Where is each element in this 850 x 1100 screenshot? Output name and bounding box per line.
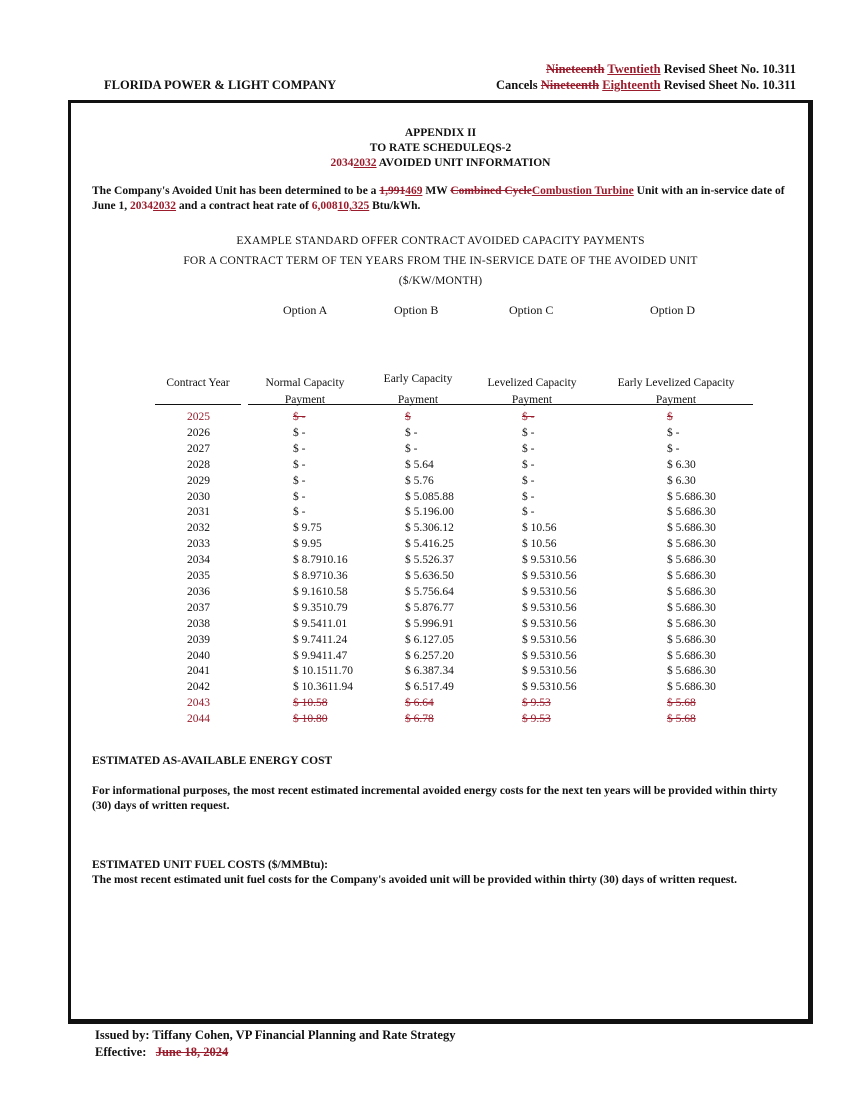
cell-d: $ 5.686.30 [667, 633, 716, 646]
cell-a: $ 10.3611.94 [293, 681, 353, 694]
table-row [0, 475, 850, 491]
cell-c: $ 10.56 [522, 538, 557, 551]
cell-a: $ 10.58 [293, 697, 328, 710]
cell-a: $ - [293, 426, 306, 439]
table-row [0, 570, 850, 586]
cell-c: $ 9.5310.56 [522, 633, 577, 646]
cell-b: $ 6.64 [405, 697, 434, 710]
fuel-text: The most recent estimated unit fuel costs for the Company's avoided unit will be provided within thirty (30) days of written request. [92, 874, 738, 886]
cell-b: $ 6.257.20 [405, 649, 454, 662]
col-d-line2: Payment [655, 394, 697, 406]
cell-a: $ - [293, 442, 306, 455]
option-d: Option D [650, 303, 695, 317]
intro-heat-new: 10,325 [337, 200, 370, 212]
cell-a: $ 10.1511.70 [293, 665, 353, 678]
cell-a: $ 9.3510.79 [293, 601, 348, 614]
cell-a: $ 9.1610.58 [293, 585, 348, 598]
cell-b: $ 5.306.12 [405, 522, 454, 535]
effective-line [95, 1045, 228, 1060]
cell-c: $ 9.5310.56 [522, 665, 577, 678]
intro-paragraph [92, 184, 792, 214]
sheet-old: Nineteenth [546, 62, 605, 76]
cell-c: $ 9.5310.56 [522, 649, 577, 662]
table-row [0, 506, 850, 522]
table-row [0, 538, 850, 554]
cell-year: 2036 [187, 585, 210, 598]
col-c-line1: Levelized Capacity [487, 377, 577, 389]
cell-b: $ - [405, 442, 418, 455]
cell-year: 2044 [187, 713, 210, 726]
table-row [0, 586, 850, 602]
cell-c: $ - [522, 506, 535, 519]
cell-c: $ 10.56 [522, 522, 557, 535]
cell-year: 2031 [187, 506, 210, 519]
cell-b: $ 6.387.34 [405, 665, 454, 678]
cell-c: $ - [522, 490, 535, 503]
cell-a: $ 8.9710.36 [293, 570, 348, 582]
cell-year: 2041 [187, 665, 210, 678]
cell-year: 2030 [187, 490, 210, 503]
cell-d: $ 5.686.30 [667, 506, 716, 519]
cell-c: $ 9.5310.56 [522, 585, 577, 598]
sheet-rest: Revised Sheet No. 10.311 [663, 62, 796, 76]
sheet-new: Twentieth [607, 62, 661, 76]
cell-d: $ 5.686.30 [667, 522, 716, 535]
cell-c: $ - [522, 474, 535, 487]
cell-a: $ 8.7910.16 [293, 554, 348, 567]
header-rule-year [155, 404, 241, 405]
cell-a: $ 9.5411.01 [293, 617, 348, 630]
cell-a: $ - [293, 474, 306, 487]
title-line3-rest: AVOIDED UNIT INFORMATION [378, 157, 551, 169]
table-row [0, 554, 850, 570]
cell-year: 2038 [187, 617, 210, 630]
intro-text-4: and a contract heat rate of [178, 200, 309, 212]
cell-year: 2033 [187, 538, 210, 551]
cell-b: $ [405, 411, 411, 423]
title-year-old: 2034 [330, 157, 354, 169]
intro-year-old: 2034 [130, 200, 154, 212]
col-year-header: Contract Year [166, 377, 230, 389]
cell-c: $ - [522, 411, 535, 423]
intro-text-5: Btu/kWh. [372, 200, 421, 212]
cell-year: 2025 [187, 411, 210, 423]
cell-a: $ - [293, 506, 306, 519]
cell-a: $ 9.7411.24 [293, 633, 348, 646]
col-a-line1: Normal Capacity [265, 377, 345, 389]
intro-text-3: Unit with an in-service date of June 1, [92, 185, 785, 212]
table-row [0, 697, 850, 713]
cell-a: $ - [293, 411, 306, 423]
cell-d: $ 5.686.30 [667, 585, 716, 598]
cell-b: $ 5.64 [405, 458, 434, 471]
table-row [0, 602, 850, 618]
col-b-line1: Early Capacity [383, 373, 453, 385]
option-c: Option C [509, 303, 554, 317]
cell-a: $ 9.95 [293, 538, 322, 551]
cell-d: $ - [667, 426, 680, 439]
cell-a: $ - [293, 458, 306, 471]
company-name: FLORIDA POWER & LIGHT COMPANY [104, 78, 337, 92]
cell-c: $ 9.53 [522, 713, 551, 726]
effective-old-date: June 18, 2024 [155, 1045, 229, 1059]
title-year-new: 2032 [353, 157, 377, 169]
cell-d: $ - [667, 442, 680, 455]
title-line3 [68, 156, 813, 171]
col-c-line2: Payment [511, 394, 553, 406]
cell-c: $ - [522, 442, 535, 455]
col-d-line1: Early Levelized Capacity [617, 377, 735, 389]
example-line3: ($/KW/MONTH) [398, 275, 483, 287]
energy-text: For informational purposes, the most recent estimated incremental avoided energy costs for the next ten years will be provided within thirty (30) days of written request. [92, 785, 778, 812]
cell-year: 2027 [187, 442, 210, 455]
cell-year: 2028 [187, 458, 210, 471]
cell-year: 2029 [187, 474, 210, 487]
table-row [0, 618, 850, 634]
cell-d: $ 5.686.30 [667, 665, 716, 678]
cell-year: 2035 [187, 570, 210, 582]
col-a-line2: Payment [284, 394, 326, 406]
intro-heat-old: 6,008 [311, 200, 338, 212]
cell-d: $ 5.686.30 [667, 538, 716, 551]
cell-c: $ 9.5310.56 [522, 617, 577, 630]
table-row [0, 634, 850, 650]
cancels-rest: Revised Sheet No. 10.311 [663, 78, 796, 92]
table-row [0, 650, 850, 666]
title-block [68, 126, 813, 171]
cell-b: $ - [405, 426, 418, 439]
title-line2: TO RATE SCHEDULEQS-2 [369, 142, 512, 154]
cell-b: $ 5.76 [405, 474, 434, 487]
col-b-line2: Payment [397, 394, 439, 406]
cancels-line [496, 78, 796, 93]
example-line1: EXAMPLE STANDARD OFFER CONTRACT AVOIDED CAPACITY PAYMENTS [236, 235, 645, 247]
table-row [0, 713, 850, 729]
cell-year: 2032 [187, 522, 210, 535]
cell-c: $ 9.5310.56 [522, 681, 577, 694]
option-b: Option B [394, 303, 439, 317]
cell-year: 2026 [187, 426, 210, 439]
cell-c: $ 9.5310.56 [522, 601, 577, 614]
intro-mw-new: 469 [405, 185, 423, 197]
cell-d: $ 5.68 [667, 713, 696, 726]
cell-b: $ 5.876.77 [405, 601, 454, 614]
cell-year: 2034 [187, 554, 210, 567]
cell-c: $ 9.5310.56 [522, 570, 577, 582]
cell-d: $ 5.686.30 [667, 570, 716, 582]
cell-d: $ [667, 411, 673, 423]
cell-d: $ 5.686.30 [667, 554, 716, 567]
cell-a: $ 9.75 [293, 522, 322, 535]
issued-by: Issued by: Tiffany Cohen, VP Financial Planning and Rate Strategy [95, 1028, 456, 1042]
cell-b: $ 6.127.05 [405, 633, 454, 646]
cell-b: $ 5.085.88 [405, 490, 454, 503]
table-row [0, 522, 850, 538]
cell-b: $ 5.526.37 [405, 554, 454, 567]
intro-type-old: Combined Cycle [450, 185, 532, 197]
title-line1: APPENDIX II [404, 127, 477, 139]
cell-d: $ 6.30 [667, 474, 696, 487]
fuel-heading: ESTIMATED UNIT FUEL COSTS ($/MMBtu): [92, 859, 328, 871]
energy-heading: ESTIMATED AS-AVAILABLE ENERGY COST [92, 755, 333, 767]
cell-year: 2039 [187, 633, 210, 646]
cell-year: 2040 [187, 649, 210, 662]
cell-b: $ 5.416.25 [405, 538, 454, 551]
cell-c: $ 9.5310.56 [522, 554, 577, 567]
cell-c: $ - [522, 458, 535, 471]
cell-d: $ 6.30 [667, 458, 696, 471]
cell-a: $ 10.80 [293, 713, 328, 726]
cell-b: $ 6.78 [405, 713, 434, 726]
cell-d: $ 5.686.30 [667, 681, 716, 694]
table-row [0, 427, 850, 443]
cell-b: $ 5.196.00 [405, 506, 454, 519]
cell-d: $ 5.686.30 [667, 601, 716, 614]
cancels-new: Eighteenth [602, 78, 661, 92]
cell-d: $ 5.686.30 [667, 617, 716, 630]
cell-c: $ - [522, 426, 535, 439]
table-row [0, 443, 850, 459]
table-row [0, 459, 850, 475]
cell-d: $ 5.686.30 [667, 649, 716, 662]
intro-year-new: 2032 [153, 200, 177, 212]
intro-mw-old: 1,991 [379, 185, 406, 197]
cancels-prefix: Cancels [495, 78, 538, 92]
cell-b: $ 5.996.91 [405, 617, 454, 630]
intro-type-new: Combustion Turbine [531, 185, 634, 197]
cell-d: $ 5.686.30 [667, 490, 716, 503]
cell-year: 2042 [187, 681, 210, 694]
table-row [0, 491, 850, 507]
header-rule-options [248, 404, 753, 405]
cell-a: $ - [293, 490, 306, 503]
table-row [0, 665, 850, 681]
option-a: Option A [283, 303, 328, 317]
cell-a: $ 9.9411.47 [293, 649, 348, 662]
sheet-number [546, 62, 796, 77]
intro-text-1: The Company's Avoided Unit has been determined to be a [92, 185, 377, 197]
cell-c: $ 9.53 [522, 697, 551, 710]
intro-text-2: MW [425, 185, 448, 197]
table-row [0, 411, 850, 427]
cell-year: 2037 [187, 601, 210, 614]
example-line2: FOR A CONTRACT TERM OF TEN YEARS FROM THE IN-SERVICE DATE OF THE AVOIDED UNIT [183, 255, 698, 267]
effective-label: Effective: [95, 1045, 147, 1059]
cell-d: $ 5.68 [667, 697, 696, 710]
cell-b: $ 6.517.49 [405, 681, 454, 694]
cancels-old: Nineteenth [540, 78, 600, 92]
cell-b: $ 5.756.64 [405, 585, 454, 598]
table-row [0, 681, 850, 697]
cell-year: 2043 [187, 697, 210, 710]
cell-b: $ 5.636.50 [405, 570, 454, 582]
